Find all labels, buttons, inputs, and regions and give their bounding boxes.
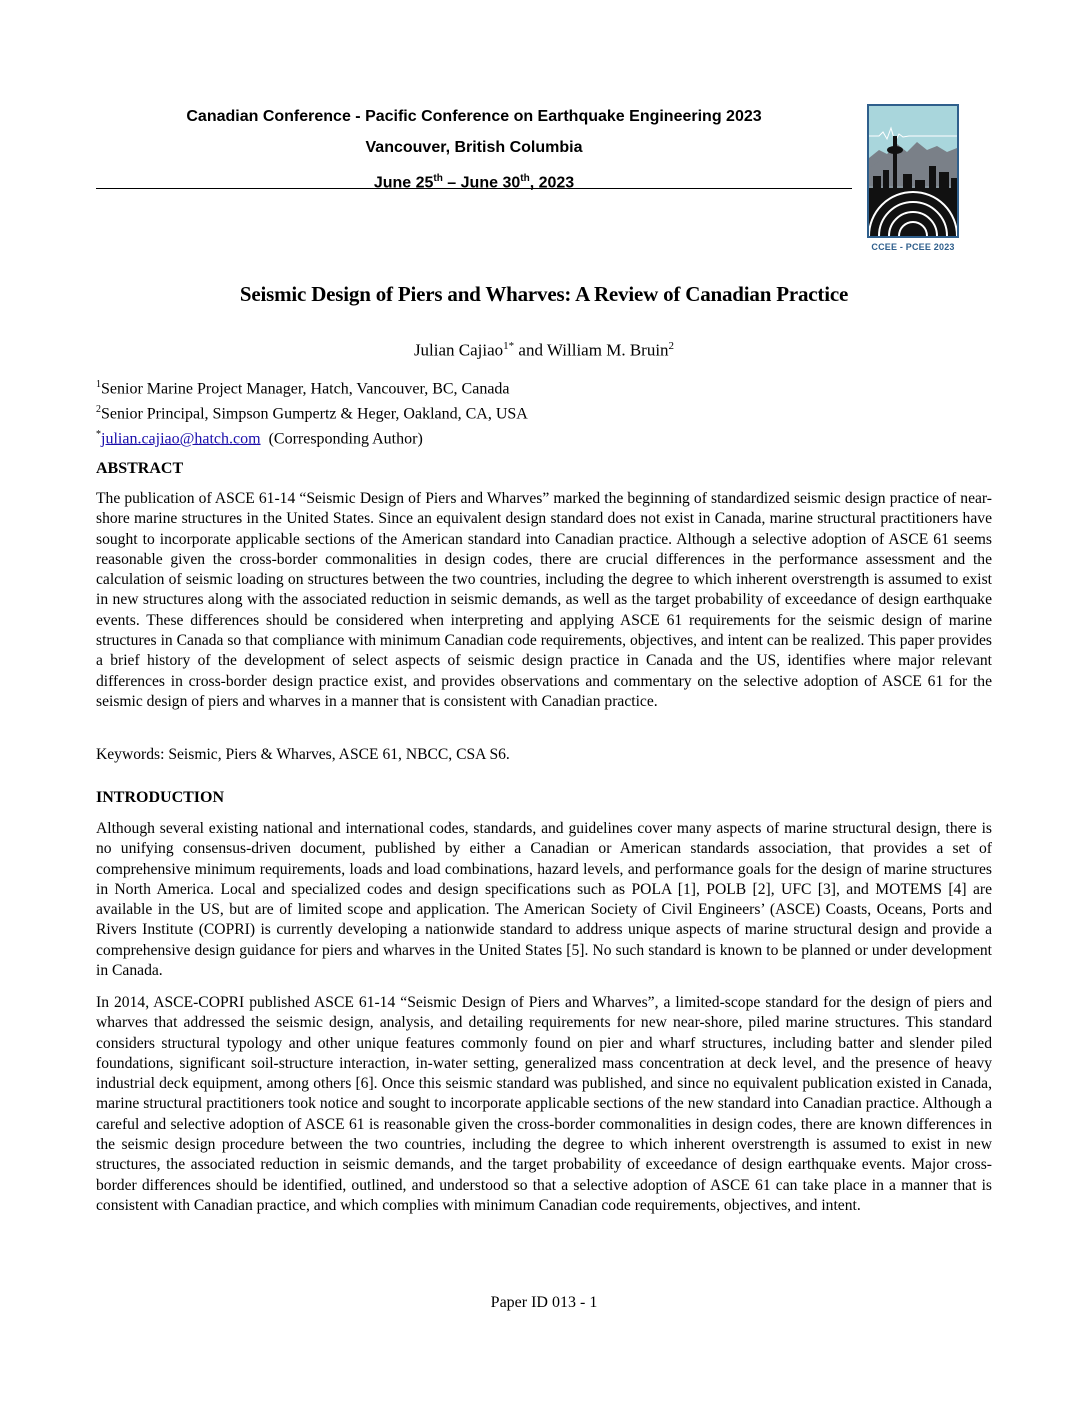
logo-caption: CCEE - PCEE 2023 [871,242,955,252]
corresponding-author: *julian.cajiao@hatch.com (Corresponding Author) [96,428,423,447]
author-name: Julian Cajiao [413,340,504,360]
affiliation-2: $^2$Senior Principal, Simpson Gumpertz & Heger, Oakland, CA, USA [96,403,528,423]
email-link[interactable]: julian.cajiao@hatch.com [101,429,261,447]
conference-name: Canadian Conference - Pacific Conference on Earthquake Engineering 2023 [186,108,762,125]
author-name: William M. Bruin [546,340,669,360]
introduction-paragraph-1: Although several existing national and international codes, standards, and guidelines cover many aspects of marine structural design, there is no unifying consensus-driven document, published by either a Canadian or American standards association, that provides a set of comprehensive minimum requirements, loads and load combinations, hazard levels, and performance goals for the design of marine structures in North America. Local and specialized codes and design specifications such as POLA [1], POLB [2], UFC [3], and MOTEMS [4] are available in the US, but are of limited scope and application. The American Society of Civil Engineers’ (ASCE) Coasts, Oceans, Ports and Rivers Institute (COPRI) is currently developing a nationwide standard to address unique aspects of marine structural design and provide a comprehensive design guidance for piers and wharves in the United States [5]. No such standard is known to be planned or under development in Canada. [96,820,992,980]
conference-header [96,104,852,197]
keywords: Keywords: Seismic, Piers & Wharves, ASCE 61, NBCC, CSA S6. [96,746,510,763]
page-footer: Paper ID 013 - 1 [490,1294,598,1311]
abstract-text: The publication of ASCE 61-14 “Seismic Design of Piers and Wharves” marked the beginning of standardized seismic design practice of near-shore marine structures in the United States. Since an equivalent design standard does not exist in Canada, marine structural practitioners have sought to incorporate applicable sections of the American standard into Canadian practice. Although a selective adoption of ASCE 61 seems reasonable given the cross-border commonalities in design codes, there are crucial differences in the performance assessment and the calculation of seismic loading on structures between the two countries, including the degree to which inherent overstrength is assumed to exist in new structures along with the associated reduction in seismic demands, as well as the target probability of exceedance of design earthquake events. These differences should be considered when interpreting and applying ASCE 61 requirements for the seismic design of marine structures in Canada so that compliance with minimum Canadian code requirements, objectives, and intent can be realized. This paper provides a brief history of the development of select aspects of seismic design practice in Canada and the US, identifies where major relevant differences in cross-border design practice exist, and provides observations and commentary on the selective adoption of ASCE 61 for the seismic design of piers and wharves in a manner that is consistent with Canadian practice. [96,490,992,710]
affiliations [96,375,992,449]
conference-logo [867,104,959,262]
conference-location: Vancouver, British Columbia [365,139,583,156]
affiliation-1: $^1$Senior Marine Project Manager, Hatch, Vancouver, BC, Canada [96,379,510,398]
author-list: Julian Cajiao$^{1*}$ and William M. Bruin$^2$ [413,340,675,360]
paper-title: Seismic Design of Piers and Wharves: A Review of Canadian Practice [239,282,849,306]
introduction-heading: INTRODUCTION [96,789,225,806]
vancouver-skyline-icon [869,106,957,236]
header-divider [96,188,852,189]
conference-dates: June 25th – June 30th, 2023 [373,173,575,192]
abstract-heading: ABSTRACT [96,460,184,477]
logo-frame [867,104,959,238]
introduction-paragraph-2: In 2014, ASCE-COPRI published ASCE 61-14 “Seismic Design of Piers and Wharves”, a limited-scope standard for the design of piers and wharves that addressed the seismic design, analysis, and detailing requirements for new near-shore, piled marine structures. This standard considers structural typology and other unique features commonly found on pier and wharf structures, including batter and slender piled foundations, significant soil-structure interaction, in-water setting, generalized mass concentration at deck level, and the presence of heavy industrial deck equipment, among others [6]. Once this seismic standard was published, and since no equivalent publication existed in Canada, marine structural practitioners took notice and sought to incorporate applicable sections of the new standard into Canadian practice. Although a careful and selective adoption of ASCE 61 is reasonable given the cross-border commonalities in design codes, there are known differences in the seismic design procedure between the two countries, including the degree to which inherent overstrength is assumed to exist in new structures, the associated reduction in seismic demands, and the target probability of exceedance of design earthquake events. Major cross-border differences should be identified, outlined, and understood so that a selective adoption of ASCE 61 can take place in a manner that is consistent with Canadian practice, and which complies with minimum Canadian code requirements, objectives, and intent. [96,994,992,1214]
